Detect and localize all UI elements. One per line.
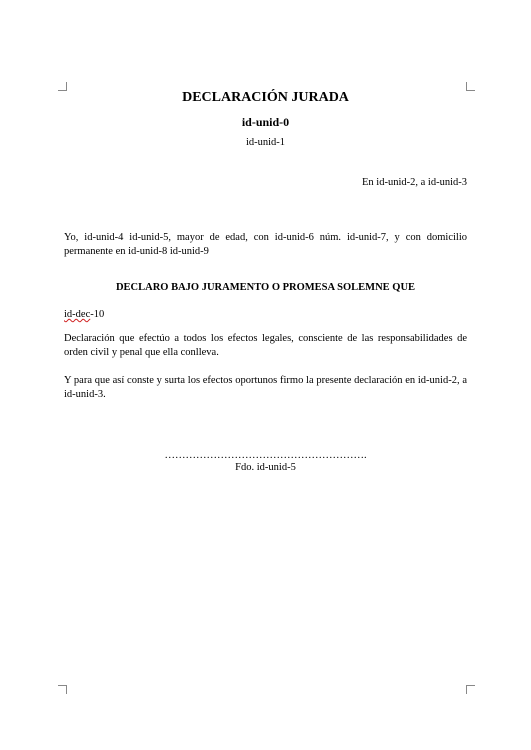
document-title[interactable]: DECLARACIÓN JURADA xyxy=(182,90,349,105)
declaration-id[interactable] xyxy=(64,309,104,320)
signature-name[interactable]: Fdo. id-unid-5 xyxy=(235,462,296,473)
closing-paragraph[interactable]: Y para que así conste y surta los efectos oportunos firmo la presente declaración en id-unid-2, a id-unid-3. xyxy=(64,375,467,400)
document-subline[interactable]: id-unid-1 xyxy=(245,137,286,148)
place-date-line[interactable]: En id-unid-2, a id-unid-3 xyxy=(362,177,467,188)
document-subtitle[interactable]: id-unid-0 xyxy=(241,115,290,129)
corner-mark-bottom-left xyxy=(58,685,67,694)
signature-line[interactable]: …………………………………………………. xyxy=(164,450,367,461)
declaration-paragraph[interactable]: Declaración que efectúo a todos los efectos legales, consciente de las responsabilidades de orden civil y penal que ella conlleva. xyxy=(64,333,467,358)
intro-paragraph[interactable]: Yo, id-unid-4 id-unid-5, mayor de edad, con id-unid-6 núm. id-unid-7, y con domicilio permanente en id-unid-8 id-unid-9 xyxy=(64,232,467,257)
spellcheck-flagged-word[interactable]: id-dec xyxy=(64,309,91,320)
corner-mark-bottom-right xyxy=(466,685,475,694)
declaration-id-suffix[interactable]: -10 xyxy=(90,309,105,320)
declaration-heading[interactable]: DECLARO BAJO JURAMENTO O PROMESA SOLEMNE QUE xyxy=(115,282,416,293)
